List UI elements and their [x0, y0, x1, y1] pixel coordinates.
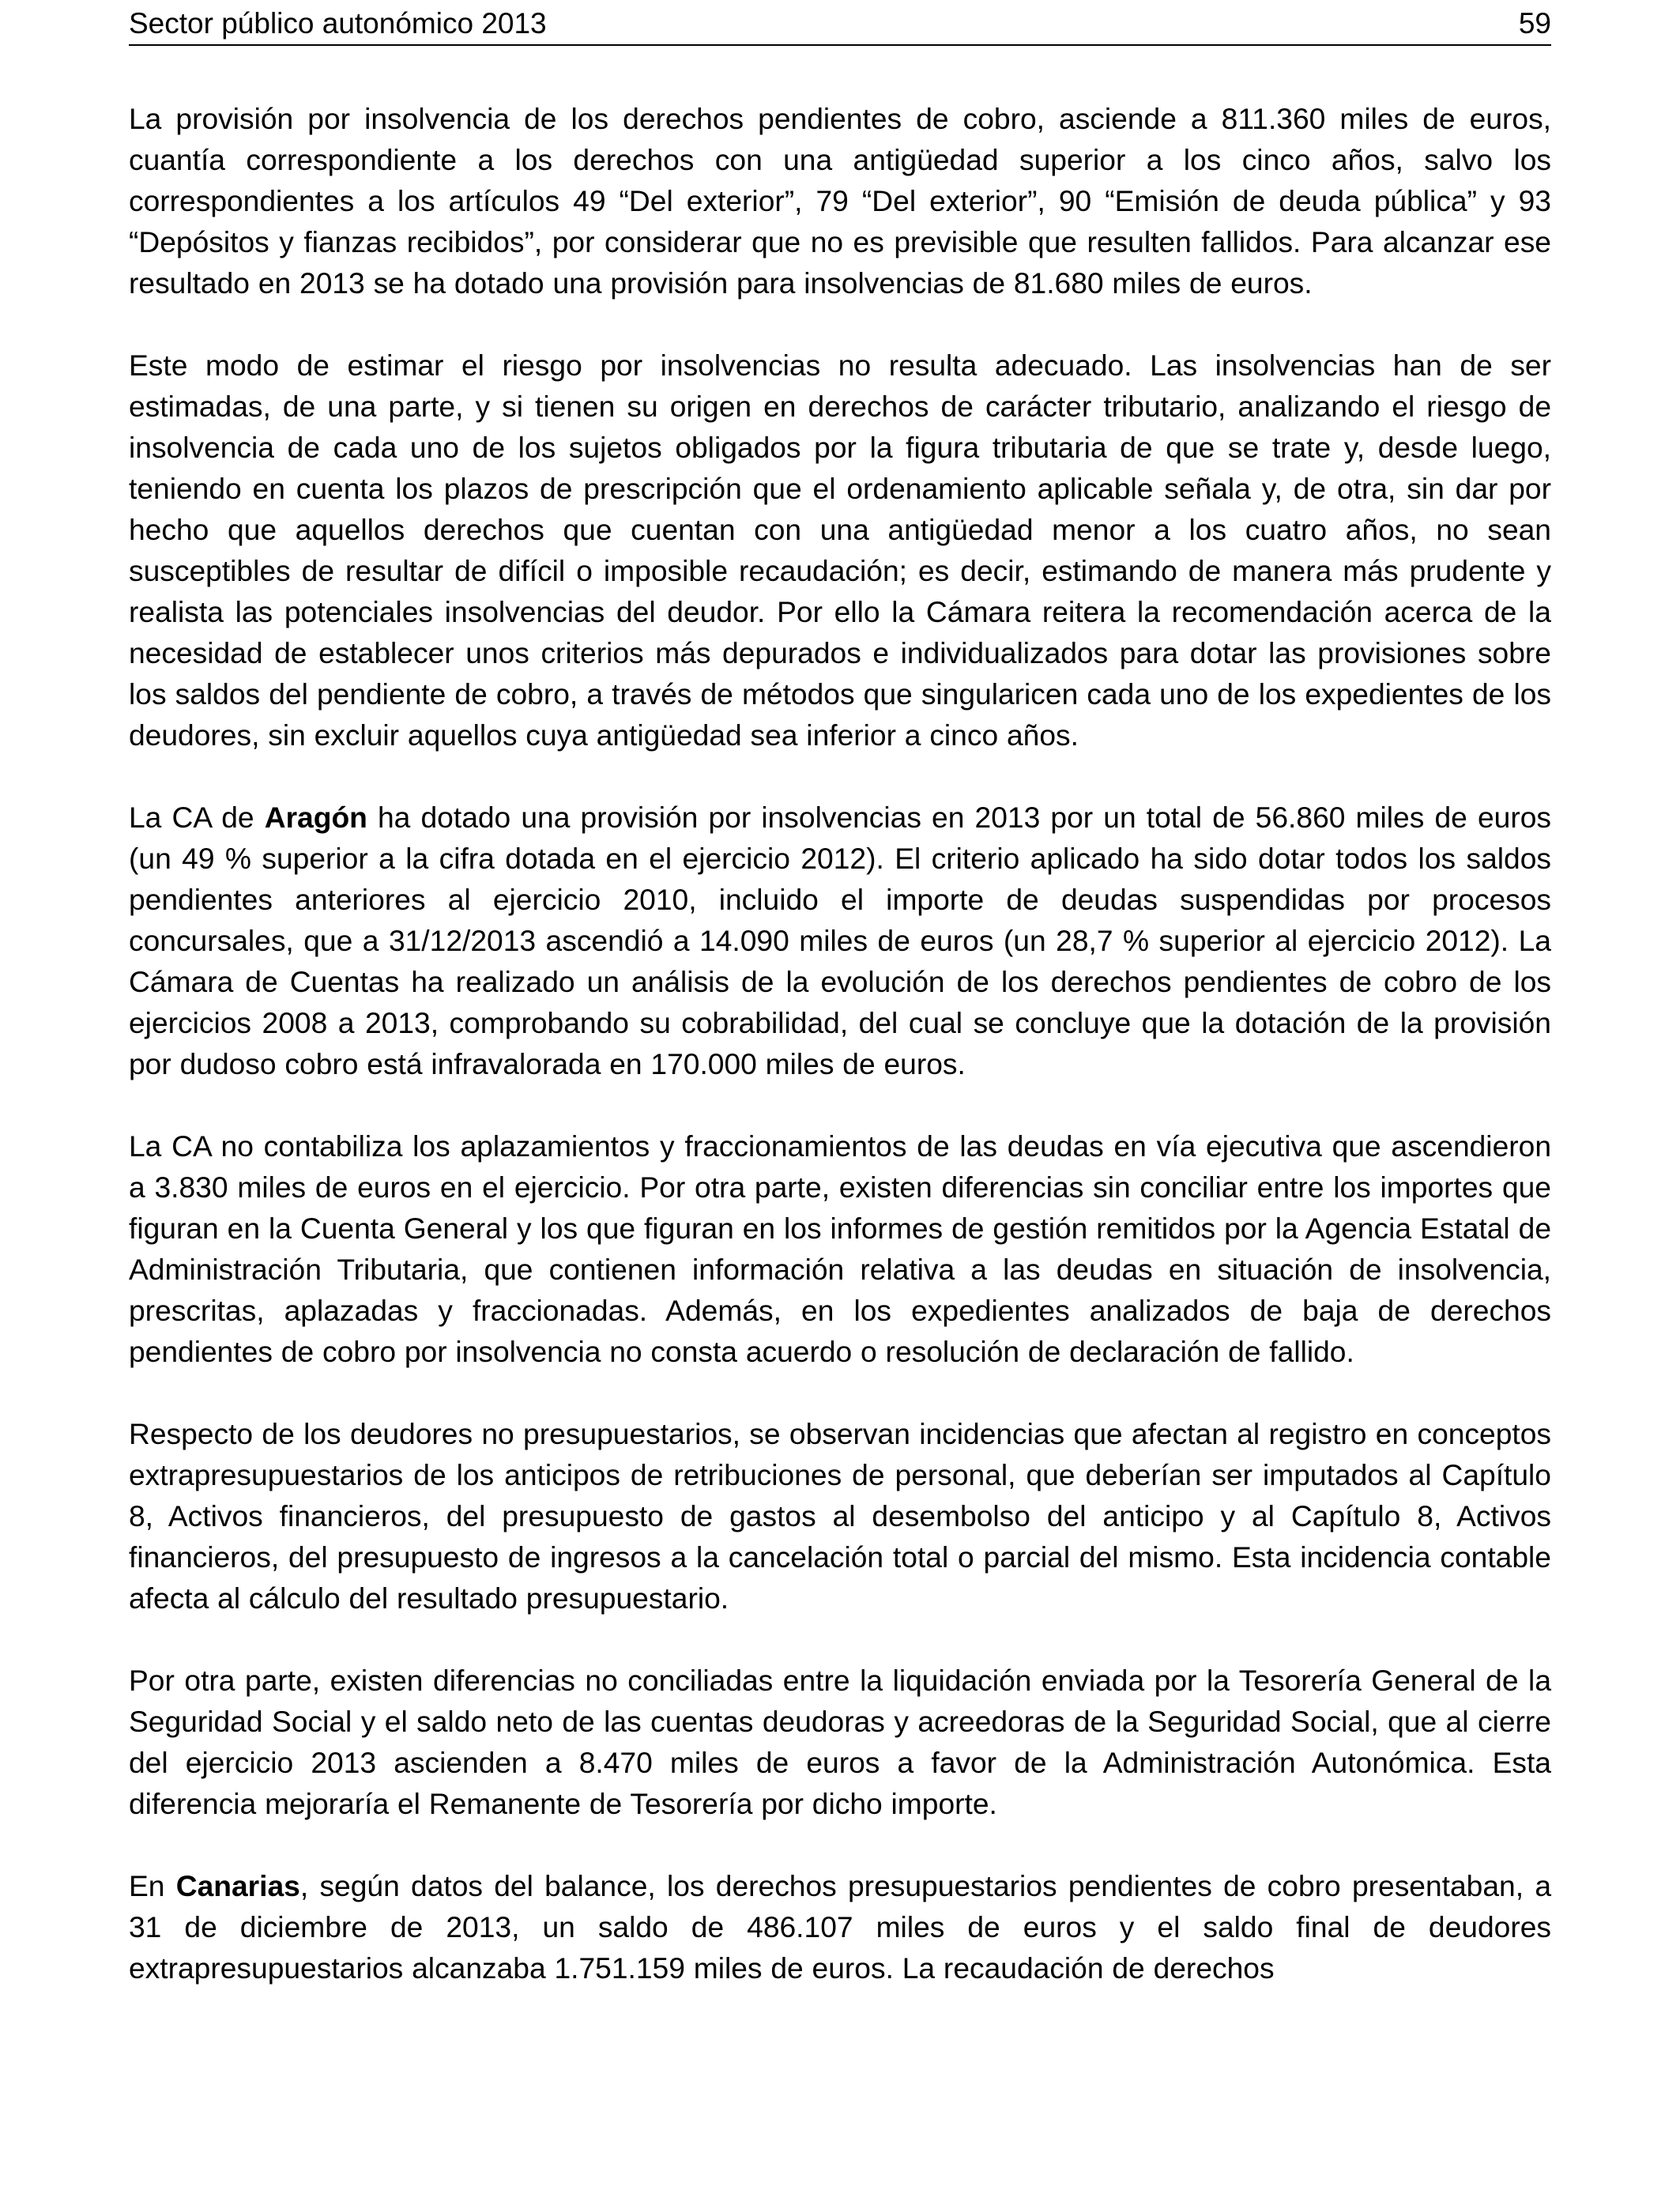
paragraph-aragon — [129, 797, 1551, 1084]
paragraph-riesgo-insolvencias: Este modo de estimar el riesgo por insolvencias no resulta adecuado. Las insolvencias han de ser estimadas, de una parte, y si tienen su origen en derechos de carácter tributario, analizando el riesgo de insolvencia de cada uno de los sujetos obligados por la figura tributaria de que se trate y, desde luego, teniendo en cuenta los plazos de prescripción que el ordenamiento aplicable señala y, de otra, sin dar por hecho que aquellos derechos que cuentan con una antigüedad menor a los cuatro años, no sean susceptibles de resultar de difícil o imposible recaudación; es decir, estimando de manera más prudente y realista las potenciales insolvencias del deudor. Por ello la Cámara reitera la recomendación acerca de la necesidad de establecer unos criterios más depurados e individualizados para dotar las provisiones sobre los saldos del pendiente de cobro, a través de métodos que singularicen cada uno de los expedientes de los deudores, sin excluir aquellos cuya antigüedad sea inferior a cinco años. — [129, 349, 1551, 752]
paragraph-provision-insolvencia: La provisión por insolvencia de los derechos pendientes de cobro, asciende a 811.360 miles de euros, cuantía correspondiente a los derechos con una antigüedad superior a los cinco años, salvo los correspondientes a los artículos 49 “Del exterior”, 79 “Del exterior”, 90 “Emisión de deuda pública” y 93 “Depósitos y fianzas recibidos”, por considerar que no es previsible que resulten fallidos. Para alcanzar ese resultado en 2013 se ha dotado una provisión para insolvencias de 81.680 miles de euros. — [129, 102, 1551, 300]
paragraph-canarias-prefix: En — [129, 1869, 176, 1902]
running-header — [129, 0, 1551, 46]
body-text — [129, 98, 1551, 1989]
page-number: 59 — [1518, 7, 1551, 40]
paragraph-seguridad-social: Por otra parte, existen diferencias no conciliadas entre la liquidación enviada por la Tesorería General de la Seguridad Social y el saldo neto de las cuentas deudoras y acreedoras de la Seguridad Social, que al cierre del ejercicio 2013 ascienden a 8.470 miles de euros a favor de la Administración Autonómica. Esta diferencia mejoraría el Remanente de Tesorería por dicho importe. — [129, 1664, 1551, 1820]
paragraph-canarias — [129, 1865, 1551, 1989]
header-title: Sector público autonómico 2013 — [129, 7, 547, 40]
paragraph-canarias-suffix: , según datos del balance, los derechos presupuestarios pendientes de cobro presentaban, a 31 de diciembre de 2013, un saldo de 486.107 miles de euros y el saldo final de deudores extrapresupuestarios alcanzaba 1.751.159 miles de euros. La recaudación de derechos — [129, 1869, 1551, 1985]
region-name-canarias: Canarias — [175, 1869, 300, 1902]
region-name-aragon: Aragón — [264, 801, 367, 834]
paragraph-aplazamientos: La CA no contabiliza los aplazamientos y fraccionamientos de las deudas en vía ejecutiva que ascendieron a 3.830 miles de euros en el ejercicio. Por otra parte, existen diferencias sin conciliar entre los importes que figuran en la Cuenta General y los que figuran en los informes de gestión remitidos por la Agencia Estatal de Administración Tributaria, que contienen información relativa a las deudas en situación de insolvencia, prescritas, aplazadas y fraccionadas. Además, en los expedientes analizados de baja de derechos pendientes de cobro por insolvencia no consta acuerdo o resolución de declaración de fallido. — [129, 1129, 1551, 1368]
paragraph-aragon-prefix: La CA de — [129, 801, 265, 834]
paragraph-aragon-suffix: ha dotado una provisión por insolvencias en 2013 por un total de 56.860 miles de euros (un 49 % superior a la cifra dotada en el ejercicio 2012). El criterio aplicado ha sido dotar todos los saldos pendientes anteriores al ejercicio 2010, incluido el importe de deudas suspendidas por procesos concursales, que a 31/12/2013 ascendió a 14.090 miles de euros (un 28,7 % superior al ejercicio 2012). La Cámara de Cuentas ha realizado un análisis de la evolución de los derechos pendientes de cobro de los ejercicios 2008 a 2013, comprobando su cobrabilidad, del cual se concluye que la dotación de la provisión por dudoso cobro está infravalorada en 170.000 miles de euros. — [129, 801, 1551, 1080]
paragraph-deudores-no-presupuestarios: Respecto de los deudores no presupuestarios, se observan incidencias que afectan al registro en conceptos extrapresupuestarios de los anticipos de retribuciones de personal, que deberían ser imputados al Capítulo 8, Activos financieros, del presupuesto de gastos al desembolso del anticipo y al Capítulo 8, Activos financieros, del presupuesto de ingresos a la cancelación total o parcial del mismo. Esta incidencia contable afecta al cálculo del resultado presupuestario. — [129, 1417, 1551, 1615]
document-page — [129, 0, 1551, 1989]
